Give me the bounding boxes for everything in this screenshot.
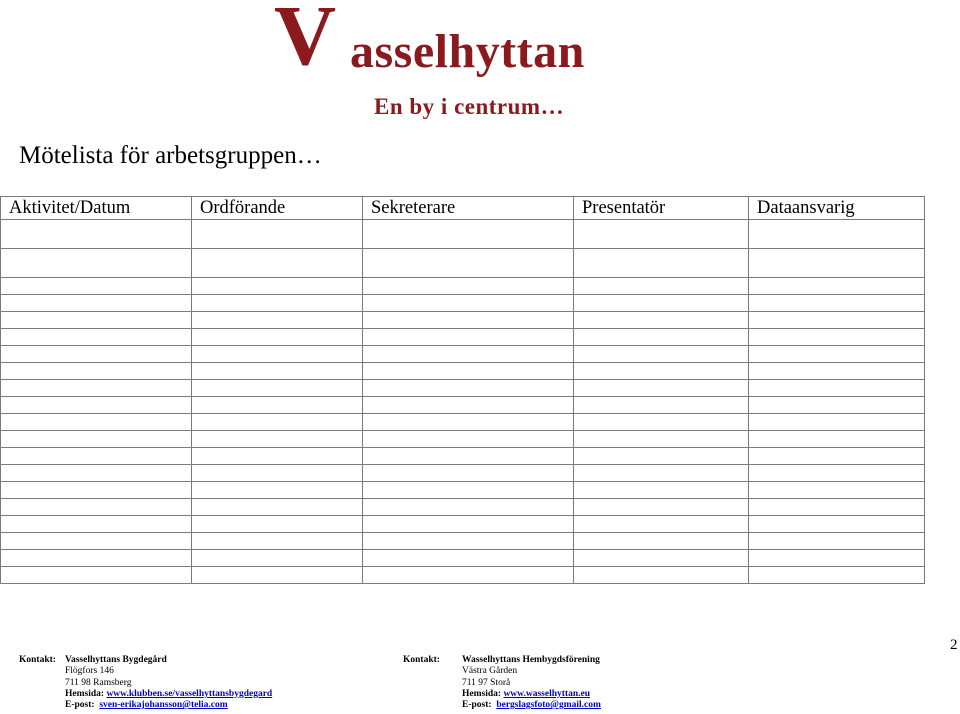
table-cell — [1, 482, 192, 499]
table-cell — [363, 431, 574, 448]
table-cell — [1, 431, 192, 448]
table-cell — [1, 550, 192, 567]
table-cell — [574, 482, 749, 499]
email-link[interactable]: bergslagsfoto@gmail.com — [496, 700, 601, 711]
table-cell — [192, 550, 363, 567]
table-cell — [363, 448, 574, 465]
contact-org: Wasselhyttans Hembygdsförening — [462, 655, 600, 665]
table-cell — [192, 533, 363, 550]
table-cell — [574, 295, 749, 312]
table-cell — [749, 329, 925, 346]
logo-initial: V — [274, 0, 335, 83]
table-row — [1, 312, 925, 329]
table-cell — [192, 499, 363, 516]
table-cell — [574, 448, 749, 465]
table-cell — [363, 482, 574, 499]
header-dataansvarig: Dataansvarig — [749, 197, 925, 220]
logo-tagline: En by i centrum… — [374, 94, 565, 119]
table-cell — [574, 278, 749, 295]
table-cell — [574, 431, 749, 448]
table-cell — [192, 220, 363, 249]
table-cell — [1, 312, 192, 329]
table-cell — [749, 249, 925, 278]
table-cell — [1, 465, 192, 482]
table-cell — [749, 482, 925, 499]
table-row — [1, 380, 925, 397]
homepage-link[interactable]: www.wasselhyttan.eu — [503, 688, 590, 699]
table-cell — [574, 550, 749, 567]
table-cell — [749, 499, 925, 516]
table-row — [1, 397, 925, 414]
table-body — [1, 220, 925, 584]
contact-address-2: 711 98 Ramsberg — [65, 677, 132, 688]
table-cell — [1, 414, 192, 431]
table-cell — [749, 278, 925, 295]
contact-label: Kontakt: — [403, 655, 440, 665]
table-cell — [749, 380, 925, 397]
table-cell — [192, 363, 363, 380]
table-cell — [363, 295, 574, 312]
contact-address-1: Västra Gården — [462, 666, 518, 677]
table-row — [1, 465, 925, 482]
table-cell — [574, 220, 749, 249]
table-cell — [1, 346, 192, 363]
email-link[interactable]: sven-erikajohansson@telia.com — [99, 700, 228, 711]
table-cell — [192, 249, 363, 278]
table-cell — [1, 397, 192, 414]
table-row — [1, 448, 925, 465]
table-cell — [1, 295, 192, 312]
table-cell — [749, 312, 925, 329]
table-cell — [192, 329, 363, 346]
table-cell — [1, 220, 192, 249]
table-row — [1, 363, 925, 380]
table-cell — [192, 516, 363, 533]
table-cell — [363, 550, 574, 567]
table-cell — [749, 363, 925, 380]
table-cell — [363, 312, 574, 329]
table-cell — [363, 220, 574, 249]
header-sekreterare: Sekreterare — [363, 197, 574, 220]
table-row — [1, 414, 925, 431]
table-cell — [363, 499, 574, 516]
table-cell — [1, 499, 192, 516]
meeting-table — [0, 196, 925, 584]
page-title: Mötelista för arbetsgruppen… — [19, 142, 322, 169]
homepage-label: Hemsida: — [65, 688, 105, 699]
header-ordforande: Ordförande — [192, 197, 363, 220]
table-cell — [1, 516, 192, 533]
table-cell — [363, 363, 574, 380]
table-cell — [192, 346, 363, 363]
table-cell — [363, 465, 574, 482]
table-cell — [1, 278, 192, 295]
table-cell — [574, 346, 749, 363]
vasselhyttan-logo — [0, 0, 960, 130]
table-cell — [192, 414, 363, 431]
email-label: E-post: — [462, 700, 492, 711]
table-cell — [749, 295, 925, 312]
header-presentator: Presentatör — [574, 197, 749, 220]
table-cell — [363, 380, 574, 397]
table-cell — [749, 346, 925, 363]
table-cell — [574, 249, 749, 278]
table-cell — [192, 567, 363, 584]
table-row — [1, 220, 925, 249]
table-cell — [574, 567, 749, 584]
table-cell — [192, 278, 363, 295]
table-cell — [192, 295, 363, 312]
table-cell — [192, 312, 363, 329]
table-cell — [363, 567, 574, 584]
header-aktivitet-datum: Aktivitet/Datum — [1, 197, 192, 220]
table-row — [1, 482, 925, 499]
table-cell — [192, 431, 363, 448]
table-cell — [574, 516, 749, 533]
table-cell — [749, 567, 925, 584]
table-cell — [1, 448, 192, 465]
contact-address-1: Flögfors 146 — [65, 666, 114, 677]
table-cell — [192, 448, 363, 465]
table-row — [1, 295, 925, 312]
table-row — [1, 516, 925, 533]
table-cell — [1, 329, 192, 346]
table-cell — [192, 482, 363, 499]
table-cell — [363, 414, 574, 431]
table-cell — [574, 397, 749, 414]
table-cell — [1, 380, 192, 397]
table-row — [1, 329, 925, 346]
table-cell — [574, 329, 749, 346]
table-cell — [363, 397, 574, 414]
table-cell — [1, 567, 192, 584]
table-cell — [749, 220, 925, 249]
table-cell — [749, 516, 925, 533]
table-cell — [1, 363, 192, 380]
table-row — [1, 550, 925, 567]
logo-name: asselhyttan — [350, 25, 585, 78]
table-cell — [749, 533, 925, 550]
table-row — [1, 346, 925, 363]
table-cell — [749, 465, 925, 482]
table-cell — [574, 414, 749, 431]
table-row — [1, 278, 925, 295]
table-cell — [749, 431, 925, 448]
table-cell — [749, 448, 925, 465]
table-cell — [192, 397, 363, 414]
table-header-row — [1, 197, 925, 220]
table-cell — [363, 249, 574, 278]
table-row — [1, 533, 925, 550]
contact-label: Kontakt: — [19, 655, 56, 665]
table-cell — [749, 414, 925, 431]
table-cell — [574, 380, 749, 397]
table-cell — [574, 465, 749, 482]
table-cell — [363, 533, 574, 550]
contact-address-2: 711 97 Storå — [462, 677, 511, 688]
table-cell — [192, 380, 363, 397]
table-cell — [749, 550, 925, 567]
homepage-link[interactable]: www.klubben.se/vasselhyttansbygdegard — [106, 688, 273, 699]
table-cell — [363, 516, 574, 533]
table-row — [1, 567, 925, 584]
table-cell — [363, 329, 574, 346]
table-row — [1, 249, 925, 278]
table-cell — [574, 363, 749, 380]
table-cell — [1, 249, 192, 278]
table-cell — [192, 465, 363, 482]
table-cell — [574, 312, 749, 329]
table-cell — [363, 346, 574, 363]
table-cell — [749, 397, 925, 414]
email-label: E-post: — [65, 700, 95, 711]
table-cell — [363, 278, 574, 295]
table-row — [1, 499, 925, 516]
table-cell — [574, 499, 749, 516]
table-cell — [1, 533, 192, 550]
page-number: 2 — [950, 637, 958, 653]
homepage-label: Hemsida: — [462, 688, 502, 699]
table-row — [1, 431, 925, 448]
contact-org: Vasselhyttans Bygdegård — [65, 655, 167, 665]
table-cell — [574, 533, 749, 550]
